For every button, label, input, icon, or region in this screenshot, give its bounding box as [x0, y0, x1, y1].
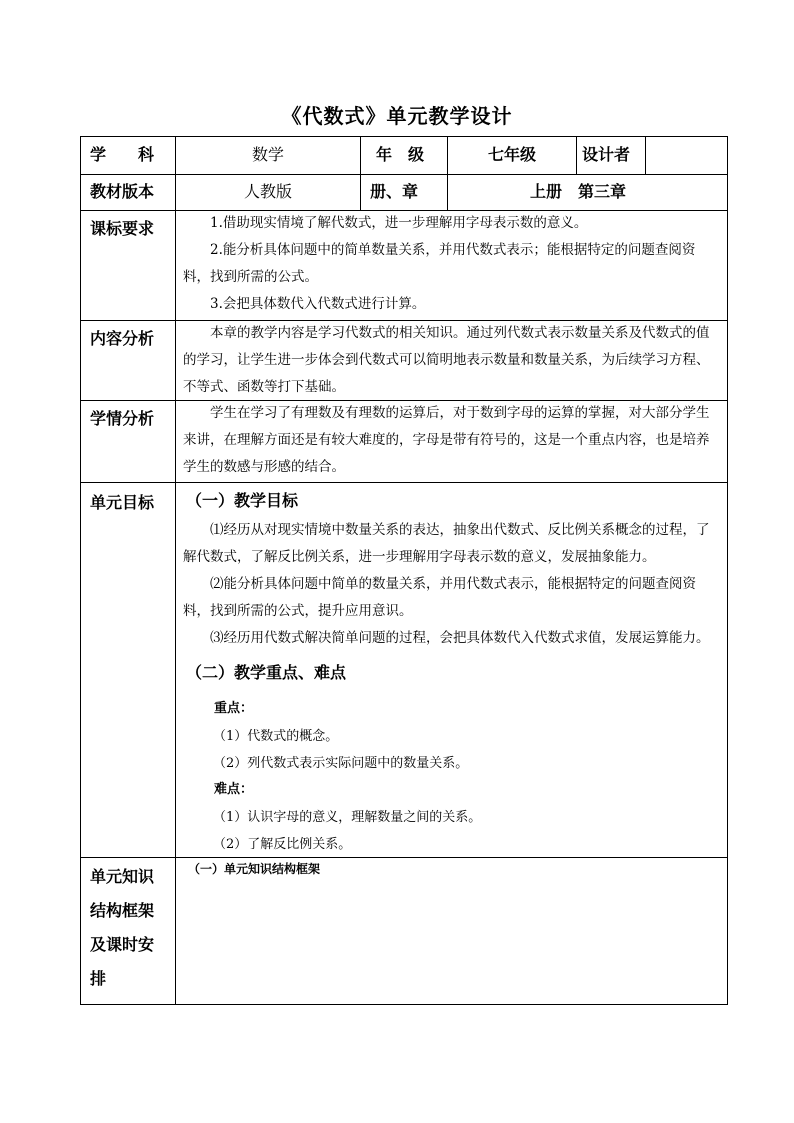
row-divider: [80, 482, 728, 483]
subject-value: 数学: [251, 145, 284, 164]
row-divider: [80, 174, 728, 175]
difficult-label: 难点：: [214, 782, 254, 797]
subject-label: 学 科: [90, 145, 155, 164]
key-points-heading: （二）教学重点、难点: [186, 663, 347, 682]
grade-value: 七年级: [487, 145, 536, 164]
design-table: [80, 136, 728, 1005]
volume-label: 册、章: [370, 182, 419, 201]
column-divider: [576, 136, 577, 174]
curriculum-label: 课标要求: [90, 219, 155, 238]
table-border-right: [727, 136, 728, 1005]
grade-label: 年 级: [376, 145, 425, 164]
document-title: 《代数式》单元教学设计: [281, 104, 513, 128]
structure-label-line: 结构框架: [90, 901, 155, 920]
content-text: 本章的教学内容是学习代数式的相关知识。通过列代数式表示数量关系及代数式的值的学习，让学生进一步体会到代数式可以简明地表示数量和数量关系，为后续学习方程、不等式、函数等打下基础。: [183, 325, 710, 395]
objectives-label: 单元目标: [90, 493, 155, 512]
curriculum-item: 1.借助现实情境了解代数式，进一步理解用字母表示数的意义。: [210, 215, 588, 231]
difficult-point: （1）认识字母的意义，理解数量之间的关系。: [213, 810, 482, 825]
volume-value: 上册 第三章: [530, 182, 627, 201]
content-label: 内容分析: [90, 329, 155, 348]
structure-label-line: 及课时安: [90, 935, 155, 954]
column-divider: [645, 136, 646, 174]
learner-label: 学情分析: [90, 409, 155, 428]
goal-item: ⑵能分析具体问题中简单的数量关系，并用代数式表示，能根据特定的问题查阅资料，找到所需的公式，提升应用意识。: [183, 576, 696, 619]
structure-label-line: 单元知识: [90, 867, 155, 886]
structure-label-line: 排: [90, 969, 107, 988]
curriculum-item: 2.能分析具体问题中的简单数量关系，并用代数式表示；能根据特定的问题查阅资料，找到所需的公式。: [183, 242, 696, 285]
learner-text: 学生在学习了有理数及有理数的运算后，对于数到字母的运算的掌握，对大部分学生来讲，在理解方面还是有较大难度的，字母是带有符号的，这是一个重点内容，也是培养学生的数感与形感的结合。: [183, 405, 710, 475]
table-border-top: [80, 136, 728, 137]
row-divider: [80, 857, 728, 858]
key-point: （1）代数式的概念。: [213, 729, 339, 744]
textbook-value: 人教版: [243, 182, 292, 201]
textbook-label: 教材版本: [90, 182, 155, 201]
table-border-left: [80, 136, 81, 1005]
difficult-point: （2）了解反比例关系。: [213, 837, 352, 852]
column-divider: [360, 136, 361, 210]
structure-heading: （一）单元知识结构框架: [188, 862, 321, 876]
key-label: 重点：: [214, 701, 254, 716]
table-border-bottom: [80, 1004, 728, 1005]
label-column-divider: [175, 136, 176, 1005]
goal-item: ⑴经历从对现实情境中数量关系的表达，抽象出代数式、反比例关系概念的过程，了解代数式，了解反比例关系，进一步理解用字母表示数的意义，发展抽象能力。: [183, 522, 710, 565]
key-point: （2）列代数式表示实际问题中的数量关系。: [213, 756, 469, 771]
curriculum-item: 3.会把具体数代入代数式进行计算。: [210, 296, 426, 312]
teaching-goals-heading: （一）教学目标: [186, 491, 299, 510]
designer-label: 设计者: [582, 145, 631, 164]
goal-item: ⑶经历用代数式解决简单问题的过程，会把具体数代入代数式求值，发展运算能力。: [210, 630, 710, 646]
